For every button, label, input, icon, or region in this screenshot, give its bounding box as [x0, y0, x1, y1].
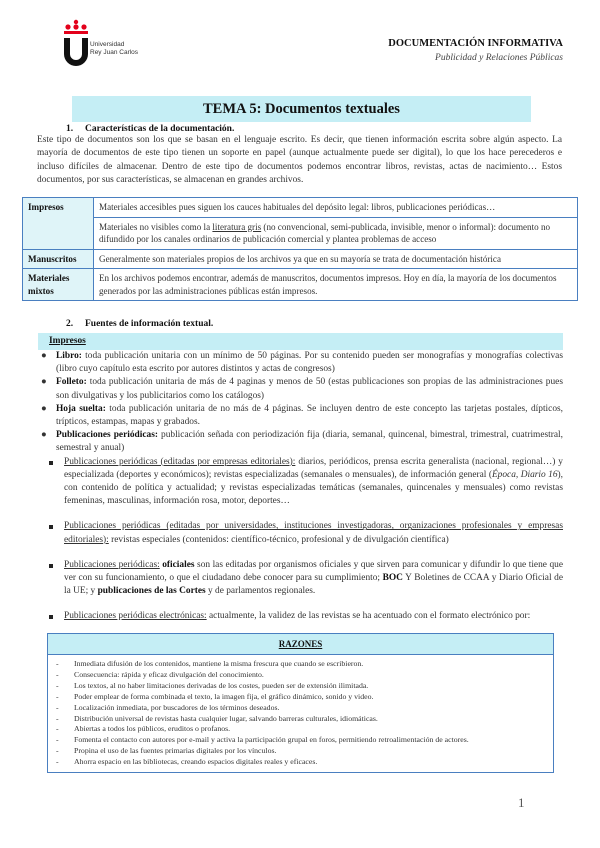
- dash-icon: -: [56, 680, 59, 690]
- dash-icon: -: [56, 691, 59, 701]
- bullet-icon: ●: [41, 351, 47, 361]
- list-item: ● Publicaciones periódicas: publicación señada con periodización fija (diaria, semanal, quincenal, bimestral, trimestral, cuatrimestral, semestral y anual): [41, 430, 563, 454]
- table-cell: En los archivos podemos encontrar, además de manuscritos, documentos impresos. Hoy en día, la mayoría de los documentos generados por las administraciones públicas están impresos.: [94, 269, 578, 301]
- razon-item: - Inmediata difusión de los contenidos, mantiene la misma frescura que cuando se escribieron.: [56, 659, 364, 668]
- bullet-icon: ●: [41, 377, 47, 388]
- square-bullet-icon: [49, 461, 53, 465]
- razon-item: - Consecuencia: rápida y eficaz divulgación del conocimiento.: [56, 669, 264, 679]
- razon-item: - Fomenta el contacto con autores por e-mail y activa la participación grupal en foros, permitiendo retroalimentación de actores.: [56, 735, 469, 745]
- dash-icon: -: [56, 702, 59, 712]
- row-label: Manuscritos: [23, 249, 94, 269]
- sub-list-item: Publicaciones periódicas: oficiales son las editadas por organismos oficiales y que sirven para comunicar y difundir lo que tiene que ver con su funcionamiento, o que el ciudadano debe conocer para su cumplimiento; BOC Y Boletines de CCAA y Diario Oficial de la UE; y publicaciones de las Cortes y de parlamentos regionales.: [38, 559, 563, 599]
- razon-item: - Los textos, al no haber limitaciones derivadas de los costes, pueden ser de extensión ilimitada.: [56, 680, 369, 690]
- dash-icon: -: [56, 669, 59, 679]
- table-cell: Materiales no visibles como la literatura gris (no convencional, semi-publicada, invisible, menor o informal): documento no difundido por los canales ordinarios de publicación comercial y plantea problemas de acceso: [94, 217, 578, 249]
- razon-item: - Ahorra espacio en las bibliotecas, creando espacios digitales reales y eficaces.: [56, 757, 318, 767]
- razon-item: - Distribución universal de revistas hasta cualquier lugar, salvando barreras culturales, idiomáticas.: [56, 713, 378, 723]
- bullet-icon: ●: [41, 403, 47, 414]
- dash-icon: -: [56, 757, 59, 767]
- literatura-gris-term: literatura gris: [212, 221, 262, 232]
- header-title: DOCUMENTACIÓN INFORMATIVA: [388, 38, 563, 49]
- section-1-paragraph: Este tipo de documentos son los que se basan en el lenguaje escrito. Es decir, que tienen información escrita sobre algún aspecto. La mayoría de documentos de este tipo tienen un soporte en papel (aunque actualmente puede ser digital), lo que los hace perecederos e incluso difíciles de almacenar. Dentro de este tipo de documentos podemos encontrar libros, revistas, actas de nacimiento… Estos documentos, por sus características, se almacenan en grandes archivos.: [37, 135, 562, 186]
- row-label: Materiales mixtos: [23, 269, 94, 301]
- university-logo: [62, 18, 142, 68]
- header-subtitle: Publicidad y Relaciones Públicas: [435, 53, 563, 63]
- table-row: [23, 198, 578, 218]
- dash-icon: -: [56, 735, 59, 745]
- sources-list: [38, 350, 563, 624]
- dash-icon: -: [56, 713, 59, 723]
- razones-title: RAZONES: [48, 634, 553, 655]
- page-number: 1: [518, 795, 525, 810]
- list-item: ● Folleto: toda publicación unitaria de más de 4 paginas y menos de 50 (estas publicaciones son propias de las administraciones pues son divulgativas y los publicitarios como los catálogos): [41, 377, 563, 401]
- dash-icon: -: [56, 746, 59, 756]
- document-title: TEMA 5: Documentos textuales: [72, 96, 531, 122]
- section-1-heading: 1. Características de la documentación.: [66, 124, 235, 134]
- list-item: ● Hoja suelta: toda publicación unitaria de no más de 4 páginas. Se incluyen dentro de este concepto las tarjetas postales, dípticos, trípticos, estampas, mapas y grabados.: [41, 403, 563, 428]
- bullet-icon: ●: [41, 430, 47, 441]
- logo-text: Universidad Rey Juan Carlos: [90, 41, 139, 56]
- document-types-table: [22, 197, 578, 301]
- section-2-heading: 2. Fuentes de información textual.: [66, 319, 214, 329]
- row-label: Impresos: [23, 198, 94, 250]
- razon-item: - Propina el uso de las fuentes primarias digitales por los vínculos.: [56, 746, 277, 756]
- table-cell: Generalmente son materiales propios de los archivos ya que en su mayoría se trata de documentación histórica: [94, 249, 578, 269]
- sub-list-item: Publicaciones periódicas (editadas por universidades, instituciones investigadoras, organizaciones profesionales y empresas editoriales): revistas especiales (contenidos: científico-técnico, profesional y de divulgación científica): [38, 520, 563, 546]
- dash-icon: -: [56, 659, 59, 668]
- table-cell: Materiales accesibles pues siguen los cauces habituales del depósito legal: libros, publicaciones periódicas…: [94, 198, 578, 218]
- square-bullet-icon: [49, 615, 53, 619]
- list-item: ● Libro: toda publicación unitaria con un mínimo de 50 páginas. Por su contenido pueden ser monografías y monografías colectivas (libro cuyo capítulo esta escrito por autores distintos y actas de congresos): [41, 351, 563, 375]
- razones-box: [47, 633, 554, 773]
- urjc-logo-icon: [62, 18, 90, 68]
- sub-list-item: Publicaciones periódicas (editadas por empresas editoriales): diarios, periódicos, prensa escrita generalista (nacional, regional…) y especializada (deportes y económicos); revistas especializadas (semanales o mensuales), de información general (Época, Diario 16), con contenido de política y actualidad; y revistas especializadas temáticas (semanales, quincenales y mensuales) como revistas femeninas, masculinas, información rosa, motor, deportes…: [38, 456, 563, 509]
- table-row: [23, 217, 578, 249]
- razon-item: - Poder emplear de forma combinada el texto, la imagen fija, el gráfico dinámico, sonido y video.: [56, 691, 374, 701]
- razones-list: [48, 655, 553, 772]
- razon-item: - Localización inmediata, por buscadores de los términos deseados.: [56, 702, 280, 712]
- dash-icon: -: [56, 724, 59, 734]
- razon-item: - Abiertas a todos los públicos, eruditos o profanos.: [56, 724, 231, 734]
- table-row: [23, 249, 578, 269]
- impresos-band: Impresos: [38, 333, 563, 350]
- sub-list-item: Publicaciones periódicas electrónicas: actualmente, la validez de las revistas se ha acentuado con el formato electrónico por:: [38, 610, 563, 623]
- square-bullet-icon: [49, 525, 53, 529]
- table-row: [23, 269, 578, 301]
- square-bullet-icon: [49, 564, 53, 568]
